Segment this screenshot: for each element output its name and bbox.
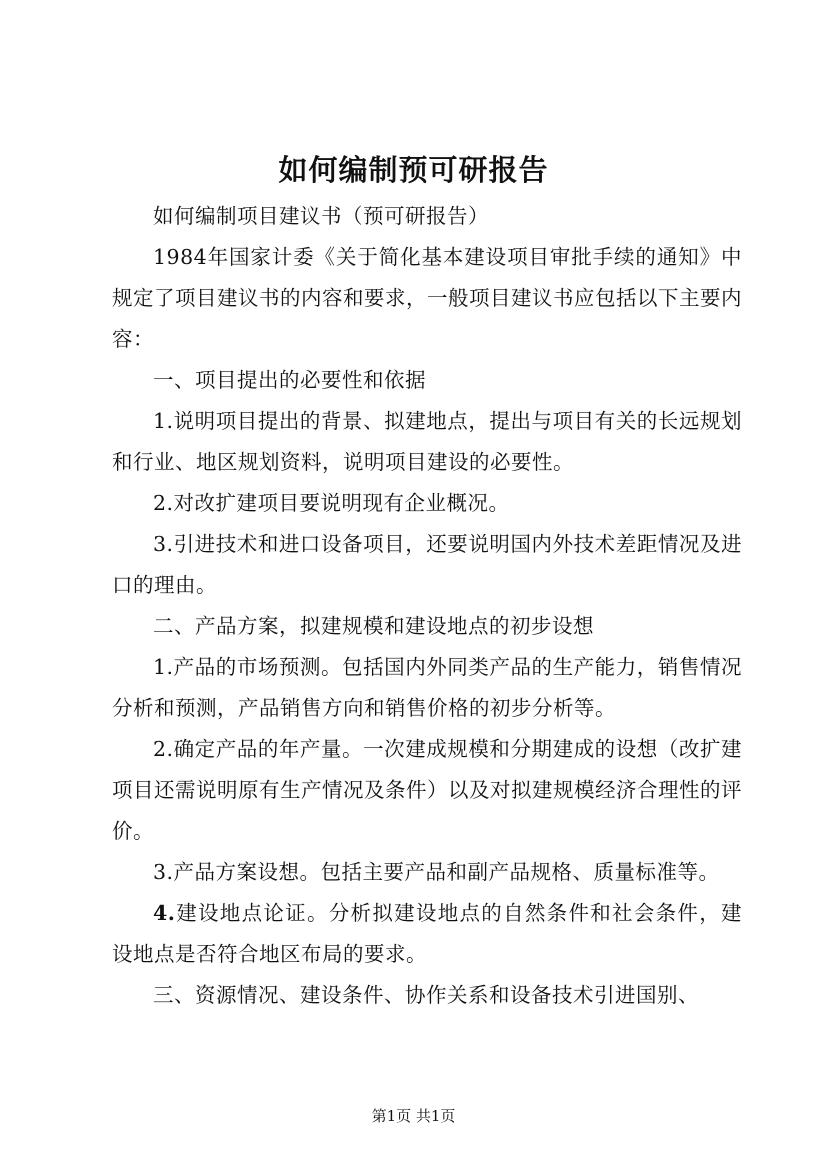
page-footer: 第1页 共1页 xyxy=(371,1107,456,1125)
paragraph-1-3: 3.引进技术和进口设备项目，还要说明国内外技术差距情况及进口的理由。 xyxy=(112,532,742,597)
paragraph-2-2: 2.确定产品的年产量。一次建成规模和分期建成的设想（改扩建项目还需说明原有生产情况及条件）以及对拟建规模经济合理性的评价。 xyxy=(112,737,742,843)
paragraph-2-1: 1.产品的市场预测。包括国内外同类产品的生产能力，销售情况分析和预测，产品销售方向和销售价格的初步分析等。 xyxy=(112,655,742,720)
paragraph-2-4 xyxy=(112,893,742,975)
section-heading-3: 三、资源情况、建设条件、协作关系和设备技术引进国别、 xyxy=(153,983,699,1007)
document-body xyxy=(112,196,742,1016)
paragraph-1-1: 1.说明项目提出的背景、拟建地点，提出与项目有关的长远规划和行业、地区规划资料，说明项目建设的必要性。 xyxy=(112,409,742,474)
paragraph-1-2: 2.对改扩建项目要说明现有企业概况。 xyxy=(153,491,510,515)
section-heading-2: 二、产品方案，拟建规模和建设地点的初步设想 xyxy=(153,614,594,638)
paragraph-intro: 1984年国家计委《关于简化基本建设项目审批手续的通知》中规定了项目建议书的内容和要求，一般项目建议书应包括以下主要内容： xyxy=(112,245,742,351)
paragraph-2-4-text: 建设地点论证。分析拟建设地点的自然条件和社会条件，建设地点是否符合地区布局的要求。 xyxy=(112,901,742,966)
section-heading-1: 一、项目提出的必要性和依据 xyxy=(153,368,426,392)
paragraph-subtitle: 如何编制项目建议书（预可研报告） xyxy=(153,204,489,228)
document-title: 如何编制预可研报告 xyxy=(278,153,549,187)
paragraph-2-4-number: 4. xyxy=(153,901,176,925)
paragraph-2-3: 3.产品方案设想。包括主要产品和副产品规格、质量标准等。 xyxy=(153,860,720,884)
